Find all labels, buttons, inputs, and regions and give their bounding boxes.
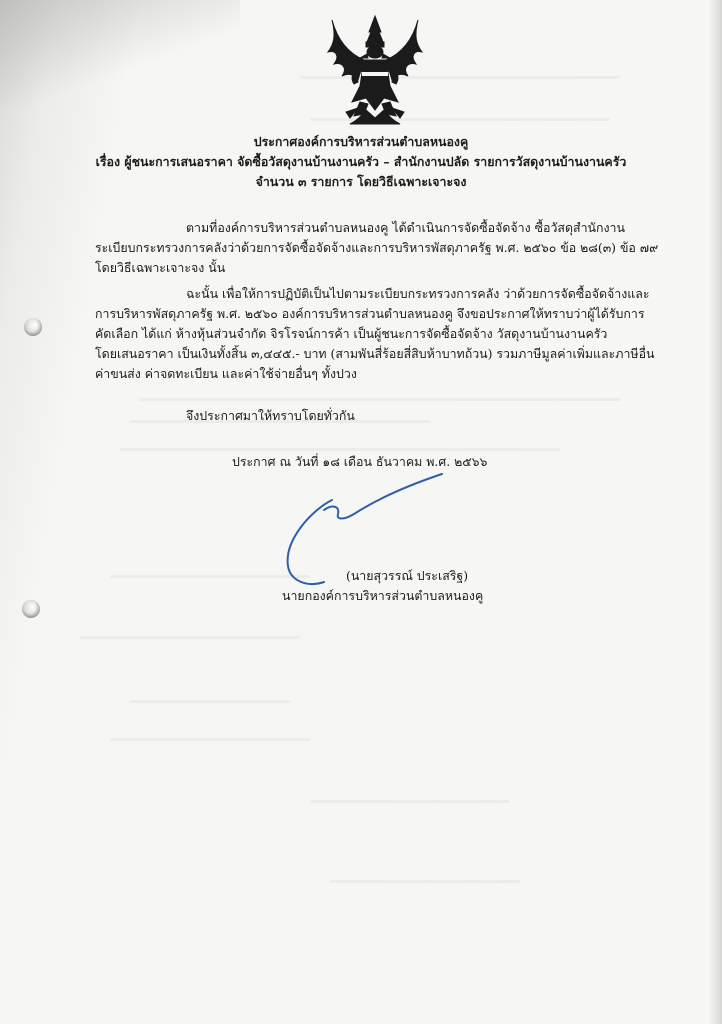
body-paragraph-2-line-1: ฉะนั้น เพื่อให้การปฏิบัติเป็นไปตามระเบียบกระทรวงการคลัง ว่าด้วยการจัดซื้อจัดจ้างและ: [186, 286, 650, 301]
announcement-date: ประกาศ ณ วันที่ ๑๘ เดือน ธันวาคม พ.ศ. ๒๕๖๖: [232, 454, 488, 469]
heading-line-2: เรื่อง ผู้ชนะการเสนอราคา จัดซื้อวัสดุงานบ้านงานครัว – สำนักงานปลัด รายการวัสดุงานบ้านงานครัว: [95, 154, 627, 169]
body-paragraph-2-line-5: ค่าขนส่ง ค่าจดทะเบียน และค่าใช้จ่ายอื่นๆ ทั้งปวง: [95, 366, 357, 381]
signer-title: นายกองค์การบริหารส่วนตำบลหนองคู: [282, 588, 484, 603]
show-through: [120, 448, 560, 451]
heading-line-3: จำนวน ๓ รายการ โดยวิธีเฉพาะเจาะจง: [255, 174, 467, 189]
show-through: [140, 398, 620, 401]
body-paragraph-1-line-3: โดยวิธีเฉพาะเจาะจง นั้น: [95, 260, 226, 275]
show-through: [310, 800, 510, 803]
show-through: [110, 738, 310, 741]
paper-crease: [0, 0, 240, 110]
body-paragraph-2-line-2: การบริหารพัสดุภาครัฐ พ.ศ. ๒๕๖๐ องค์การบริหารส่วนตำบลหนองคู จึงขอประกาศให้ทราบว่าผู้ได้รับการ: [95, 306, 645, 321]
show-through: [330, 880, 520, 883]
body-paragraph-2-line-4: โดยเสนอราคา เป็นเงินทั้งสิ้น ๓,๔๔๕.- บาท (สามพันสี่ร้อยสี่สิบห้าบาทถ้วน) รวมภาษีมูลค่าเพิ่มและภาษีอื่น: [95, 346, 655, 361]
show-through: [130, 700, 290, 703]
body-paragraph-1-line-2: ระเบียบกระทรวงการคลังว่าด้วยการจัดซื้อจัดจ้างและการบริหารพัสดุภาครัฐ พ.ศ. ๒๕๖๐ ข้อ ๒๘(๓) ข้อ ๗๙: [95, 240, 659, 255]
show-through: [80, 636, 300, 639]
closing-statement: จึงประกาศมาให้ทราบโดยทั่วกัน: [186, 408, 355, 423]
heading-line-1: ประกาศองค์การบริหารส่วนตำบลหนองคู: [253, 134, 469, 149]
body-paragraph-1-line-1: ตามที่องค์การบริหารส่วนตำบลหนองคู ได้ดำเนินการจัดซื้อจัดจ้าง ซื้อวัสดุสำนักงาน: [186, 220, 625, 235]
punch-hole: [22, 600, 40, 618]
body-paragraph-2-line-3: คัดเลือก ได้แก่ ห้างหุ้นส่วนจำกัด จิรโรจน์การค้า เป็นผู้ชนะการจัดซื้อจัดจ้าง วัสดุงานบ้านงานครัว: [95, 326, 608, 341]
garuda-emblem-icon: [320, 14, 430, 126]
signer-name: (นายสุวรรณ์ ประเสริฐ): [346, 568, 469, 583]
punch-hole: [24, 318, 42, 336]
